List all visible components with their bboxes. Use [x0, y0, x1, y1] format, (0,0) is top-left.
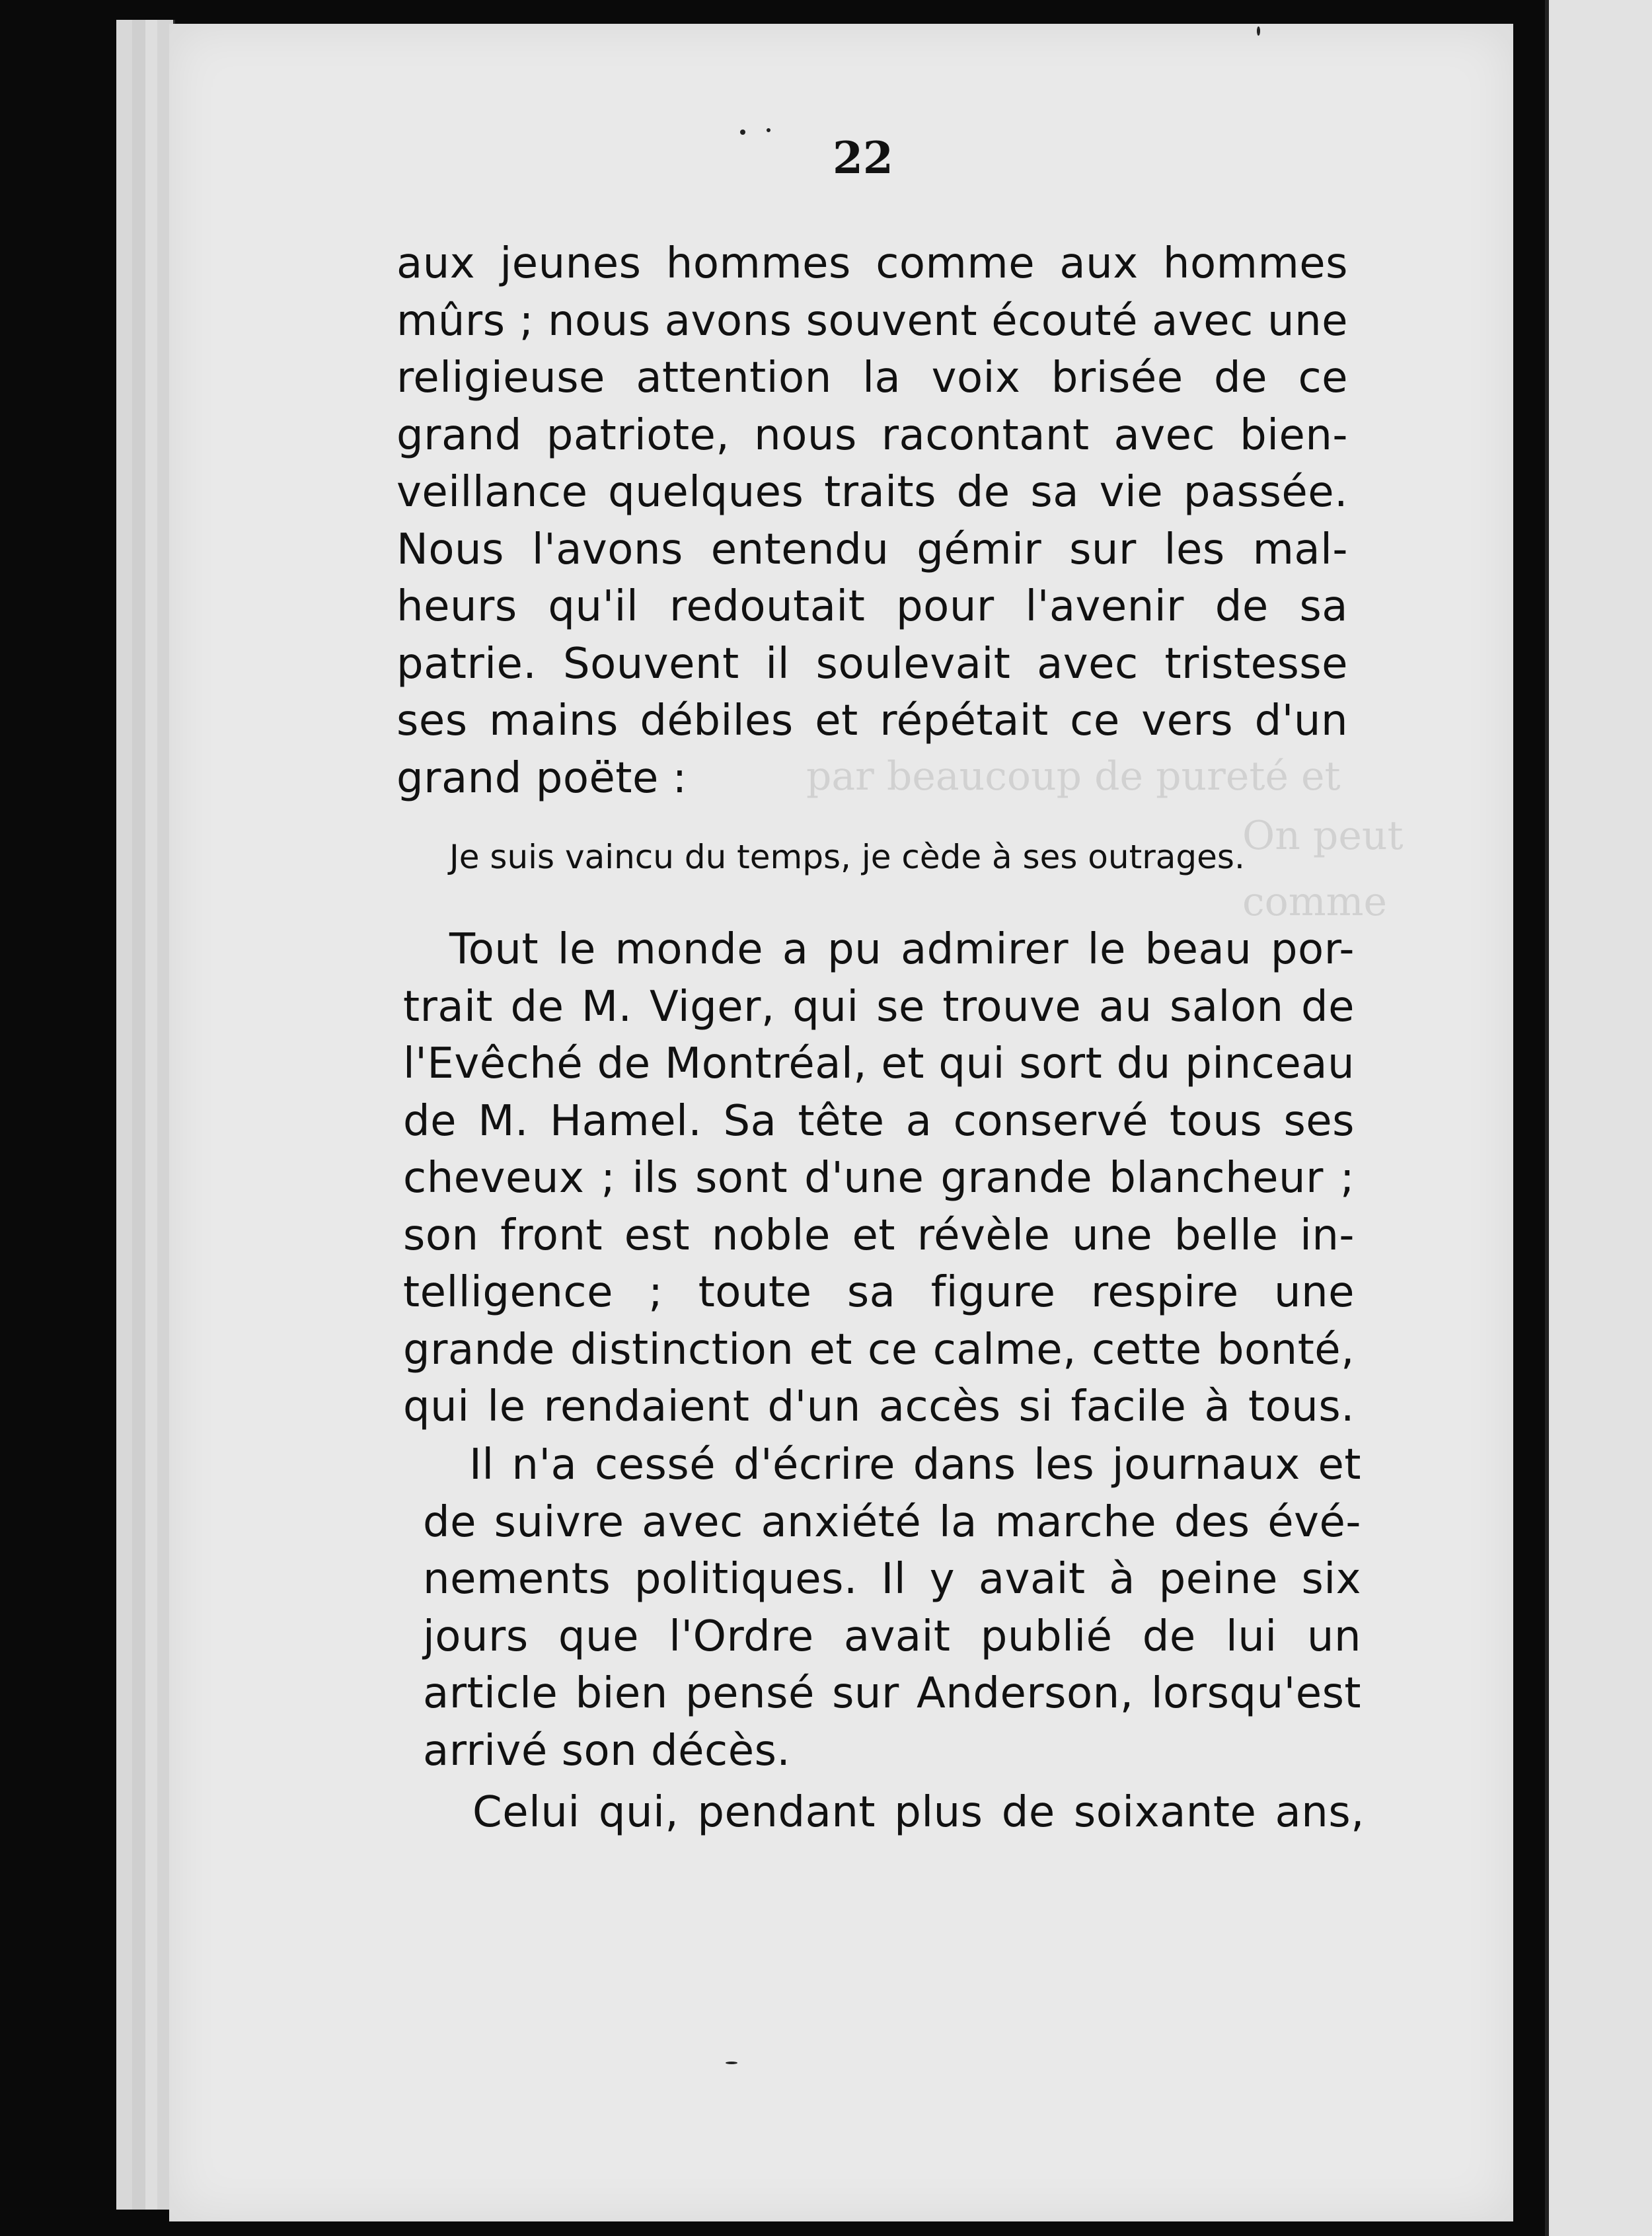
page-number: 22	[833, 132, 893, 184]
text-line: religieuse attention la voix brisée de ce	[396, 354, 1348, 402]
text-line: heurs qu'il redoutait pour l'avenir de sa	[396, 582, 1348, 631]
paragraph	[423, 1436, 1361, 1779]
text-line: nements politiques. Il y avait à peine six	[423, 1555, 1361, 1604]
bleed-through: On peut	[1242, 813, 1404, 859]
text-line: ses mains débiles et répétait ce vers d'un	[396, 696, 1348, 745]
paragraph	[403, 921, 1355, 1436]
text-line: veillance quelques traits de sa vie passée.	[396, 468, 1348, 517]
text-line: grand poëte :	[396, 753, 687, 803]
paragraph	[426, 1784, 1365, 1842]
text-line: cheveux ; ils sont d'une grande blancheur ;	[403, 1154, 1355, 1203]
paragraph	[396, 235, 1348, 807]
text-line: de M. Hamel. Sa tête a conservé tous ses	[403, 1096, 1355, 1146]
text-line: de suivre avec anxiété la marche des évé-	[423, 1497, 1361, 1547]
text-line: Il n'a cessé d'écrire dans les journaux et	[469, 1440, 1361, 1489]
text-line: mûrs ; nous avons souvent écouté avec une	[396, 296, 1348, 346]
text-line: l'Evêché de Montréal, et qui sort du pinceau	[403, 1039, 1355, 1088]
text-line: grand patriote, nous racontant avec bien-	[396, 410, 1348, 460]
text-line: Tout le monde a pu admirer le beau por-	[449, 925, 1355, 974]
text-line: aux jeunes hommes comme aux hommes	[396, 239, 1348, 288]
text-line: jours que l'Ordre avait publié de lui un	[423, 1612, 1361, 1661]
facing-page-edge	[1545, 0, 1652, 2236]
text-line: grande distinction et ce calme, cette bonté,	[403, 1325, 1355, 1374]
verse-quote: Je suis vaincu du temps, je cède à ses outrages.	[449, 838, 1245, 876]
speck	[767, 128, 770, 132]
bleed-through: comme	[1242, 879, 1388, 925]
text-line: patrie. Souvent il soulevait avec tristesse	[396, 639, 1348, 689]
text-line: trait de M. Viger, qui se trouve au salon de	[403, 982, 1355, 1031]
speck	[1257, 26, 1260, 36]
text-line: Nous l'avons entendu gémir sur les mal-	[396, 525, 1348, 574]
speck	[740, 130, 745, 135]
text-line: Celui qui, pendant plus de soixante ans,	[472, 1788, 1365, 1837]
text-line: son front est noble et révèle une belle in-	[403, 1211, 1355, 1260]
bleed-through: par beaucoup de pureté et	[806, 753, 1341, 800]
text-line: arrivé son décès.	[423, 1726, 791, 1775]
text-line: qui le rendaient d'un accès si facile à tous.	[403, 1382, 1355, 1431]
text-line: article bien pensé sur Anderson, lorsqu'est	[423, 1669, 1361, 1718]
speck	[726, 2062, 737, 2064]
text-line: telligence ; toute sa figure respire une	[403, 1268, 1355, 1317]
